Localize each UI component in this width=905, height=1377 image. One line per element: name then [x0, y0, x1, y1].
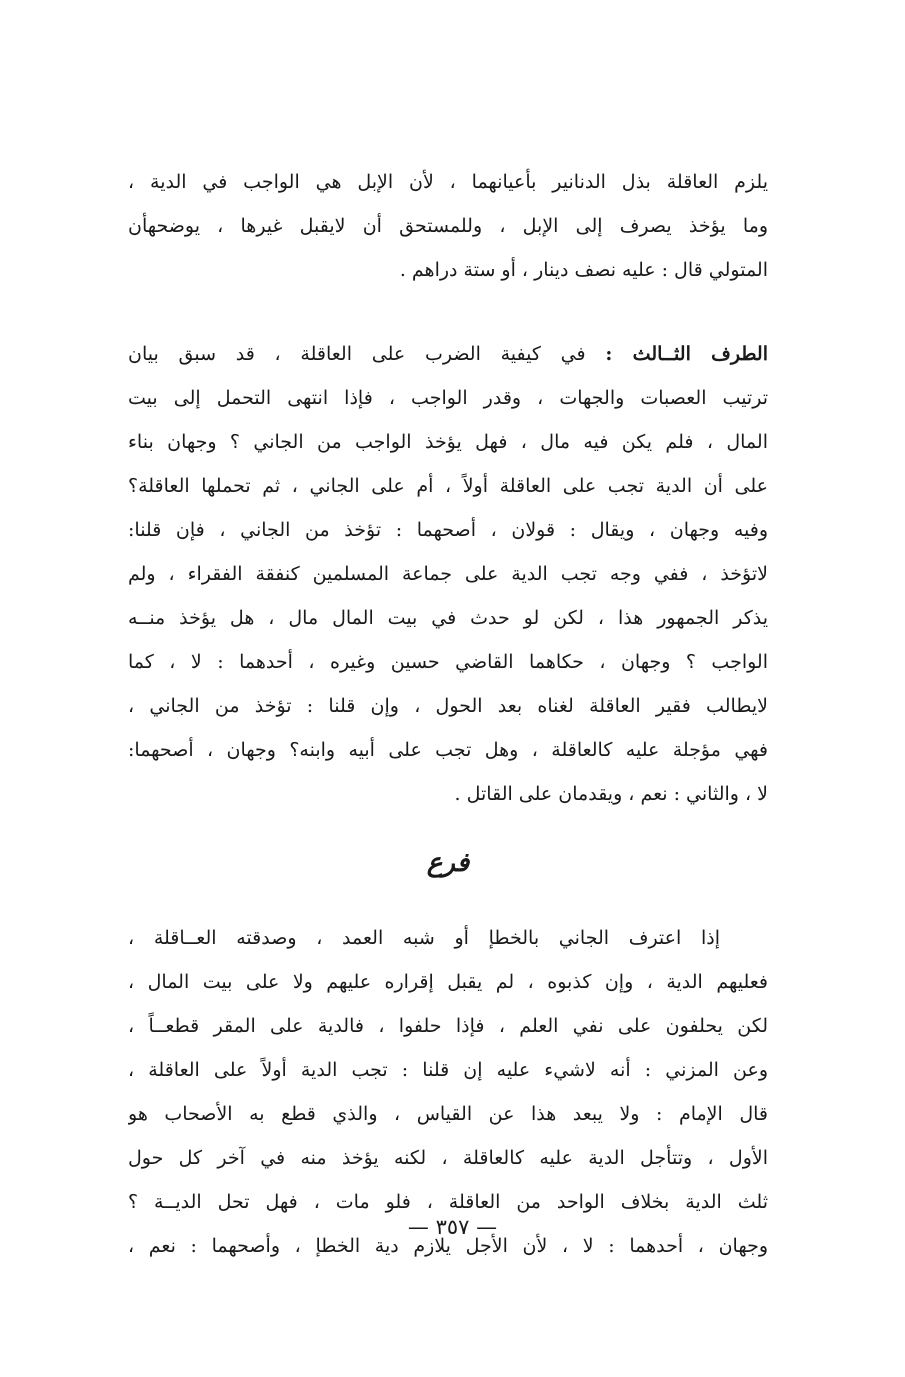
page-body	[128, 160, 768, 1268]
text-line: يذكر الجمهور هذا ، لكن لو حدث في بيت المال مال ، هل يؤخذ منــه	[128, 607, 768, 629]
text-line: لايطالب فقير العاقلة لغناه بعد الحول ، وإن قلنا : تؤخذ من الجاني ،	[128, 695, 768, 717]
paragraph-spacer	[128, 292, 768, 332]
text-line: ترتيب العصبات والجهات ، وقدر الواجب ، فإذا انتهى التحمل إلى بيت	[128, 387, 768, 409]
text-line: لا ، والثاني : نعم ، ويقدمان على القاتل .	[454, 783, 768, 805]
page-number: — ٣٥٧ —	[407, 1215, 498, 1239]
text-line: لاتؤخذ ، ففي وجه تجب الدية على جماعة المسلمين كنفقة الفقراء ، ولم	[128, 563, 768, 585]
text-line: إذا اعترف الجاني بالخطإ أو شبه العمد ، وصدقته العــاقلة ،	[128, 927, 720, 949]
paragraph-spacer	[128, 816, 768, 840]
text-line: وفيه وجهان ، ويقال : قولان ، أصحهما : تؤخذ من الجاني ، فإن قلنا:	[128, 519, 768, 541]
text-line: على أن الدية تجب على العاقلة أولاً ، أم على الجاني ، ثم تحملها العاقلة؟	[128, 475, 768, 497]
text-line: يلزم العاقلة بذل الدنانير بأعيانهما ، لأن الإبل هي الواجب في الدية ،	[128, 171, 768, 193]
text-line: ثلث الدية بخلاف الواحد من العاقلة ، فلو مات ، فهل تحل الديــة ؟	[128, 1191, 768, 1213]
section-heading: فرع	[426, 848, 470, 878]
text-line: المتولي قال : عليه نصف دينار ، أو ستة دراهم .	[399, 259, 768, 281]
heading-line-text: في كيفية الضرب على العاقلة ، قد سبق بيان	[128, 343, 586, 365]
text-line: فعليهم الدية ، وإن كذبوه ، لم يقبل إقراره عليهم ولا على بيت المال ،	[128, 971, 768, 993]
text-line: الواجب ؟ وجهان ، حكاهما القاضي حسين وغيره ، أحدهما : لا ، كما	[128, 651, 768, 673]
text-line: وما يؤخذ يصرف إلى الإبل ، وللمستحق أن لايقبل غيرها ، يوضحهأن	[128, 215, 768, 237]
text-line: قال الإمام : ولا يبعد هذا عن القياس ، والذي قطع به الأصحاب هو	[128, 1103, 768, 1125]
section-title-run: الطرف الثــالث :	[605, 343, 768, 365]
text-line: الأول ، وتتأجل الدية عليه كالعاقلة ، لكنه يؤخذ منه في آخر كل حول	[128, 1147, 768, 1169]
paragraph-1	[128, 160, 768, 292]
text-line-with-heading	[128, 332, 768, 376]
text-line: المال ، فلم يكن فيه مال ، فهل يؤخذ الواجب من الجاني ؟ وجهان بناء	[128, 431, 768, 453]
text-line: وعن المزني : أنه لاشيء عليه إن قلنا : تجب الدية أولاً على العاقلة ،	[128, 1059, 768, 1081]
text-line: لكن يحلفون على نفي العلم ، فإذا حلفوا ، فالدية على المقر قطعــاً ،	[128, 1015, 768, 1037]
paragraph-2	[128, 332, 768, 816]
text-line: فهي مؤجلة عليه كالعاقلة ، وهل تجب على أبيه وابنه؟ وجهان ، أصحهما:	[128, 739, 768, 761]
text-line: وجهان ، أحدهما : لا ، لأن الأجل يلازم دية الخطإ ، وأصحهما : نعم ،	[128, 1235, 768, 1257]
